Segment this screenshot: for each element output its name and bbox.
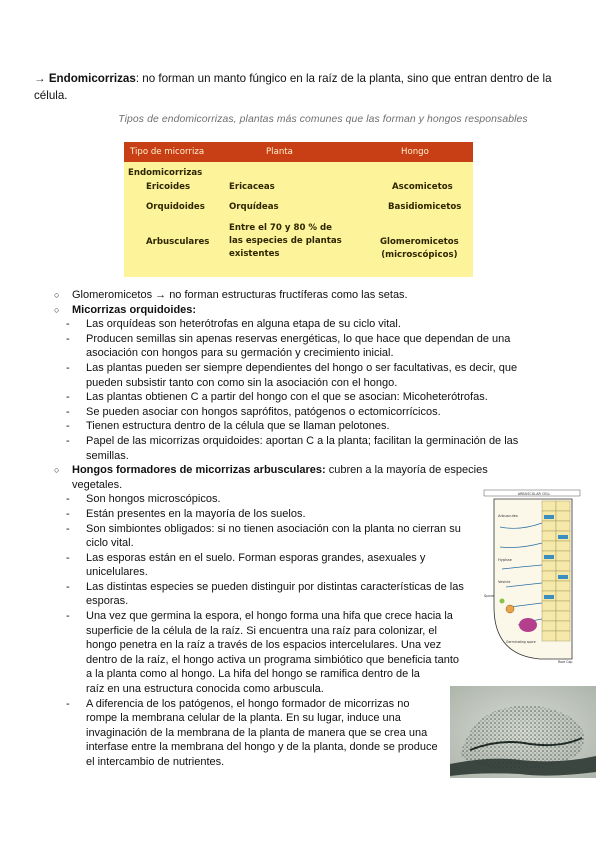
dash-bullet-icon: - (66, 551, 70, 564)
germinating-spore-label: Germinating spore (506, 640, 536, 644)
dash-bullet-icon: - (66, 361, 70, 374)
group-label: Endomicorrizas (128, 168, 203, 178)
endomicorrizas-table (124, 142, 473, 277)
section-intro-cont: vegetales. (72, 478, 123, 491)
plant-line: existentes (229, 249, 280, 259)
dash-item-line: Producen semillas sin apenas reservas energéticas, lo que hace que dependan de una (86, 332, 511, 345)
hyphae-label: Hyphae (498, 558, 512, 562)
dash-item-line: Las orquídeas son heterótrofas en alguna etapa de su ciclo vital. (86, 318, 401, 331)
circle-bullet-icon: ○ (54, 290, 60, 300)
dash-bullet-icon: - (66, 332, 70, 345)
dash-item (52, 405, 552, 420)
dash-bullet-icon: - (66, 434, 70, 447)
dash-item (52, 317, 552, 332)
dash-bullet-icon: - (66, 391, 70, 404)
dash-item-line: rompe la membrana celular de la planta. En su lugar, induce una (86, 712, 401, 725)
intro-text: : no forman un manto fúngico en la raíz de la planta, sino que entran dentro de la célula. (34, 72, 552, 102)
dash-bullet-icon: - (66, 420, 70, 433)
dash-item-line: interfase entre la membrana del hongo y de la planta, donde se produce (86, 741, 438, 754)
row-ericoides-fungus: Ascomicetos (392, 182, 453, 192)
bullet-glomeromicetos (52, 288, 552, 303)
table-header-row (124, 142, 473, 162)
row-orquidoides-plant: Orquídeas (229, 202, 279, 212)
row-arbusculares-plant (229, 222, 342, 261)
bullet-orquidoides (52, 303, 552, 318)
dash-bullet-icon: - (66, 318, 70, 331)
dash-item (52, 609, 552, 697)
row-arbusculares-fungus (380, 236, 459, 262)
root-colonization-diagram (480, 487, 584, 665)
dash-item-line: semillas. (86, 449, 129, 462)
dash-item-line: hongo penetra en la raíz a través de los espacios intercelulares. Una vez (86, 639, 442, 652)
dash-item-line: Se pueden asociar con hongos saprófitos, patógenos o ectomicorrícicos. (86, 405, 441, 418)
dash-item-line: Son simbiontes obligados: si no tienen asociación con la planta no cierran su (86, 522, 461, 535)
row-arbusculares-type: Arbusculares (146, 237, 210, 247)
dash-item-line: Papel de las micorrizas orquidoides: aportan C a la planta; facilitan la germinación de las (86, 434, 519, 447)
header-hongo: Hongo (401, 147, 429, 157)
dash-bullet-icon: - (66, 507, 70, 520)
dash-item-line: dentro de la raíz, el hongo activa un programa simbiótico que beneficia tanto (86, 653, 460, 666)
dash-bullet-icon: - (66, 610, 70, 623)
dash-item (52, 390, 552, 405)
arrow-glyph: → (34, 72, 49, 85)
dash-item-line: Las distintas especies se pueden distinguir por distintas características de las (86, 580, 464, 593)
orquidoides-sublist (52, 317, 552, 463)
endomicorrizas-term: Endomicorrizas (48, 72, 136, 85)
dash-item (52, 580, 552, 609)
dash-item-line: Las plantas pueden ser siempre dependientes del hongo o ser facultativas, es decir, que (86, 361, 518, 374)
dash-item (52, 522, 552, 551)
dash-item-line: Una vez que germina la espora, el hongo forma una hifa que crece hacia la (86, 610, 453, 623)
circle-bullet-icon: ○ (54, 465, 60, 476)
dash-item (52, 361, 552, 390)
dash-bullet-icon: - (66, 522, 70, 535)
dash-item-line: pueden subsistir tanto con como sin la asociación con el hongo. (86, 376, 398, 389)
dash-bullet-icon: - (66, 405, 70, 418)
plant-line: Entre el 70 y 80 % de (229, 223, 332, 233)
bullet-text: Glomeromicetos → no forman estructuras fructíferas como las setas. (72, 289, 408, 301)
arbuscule-micrograph (450, 686, 596, 778)
dash-item-line: Están presentes en la mayoría de los suelos. (86, 507, 306, 520)
dash-item-line: el intercambio de nutrientes. (86, 756, 225, 768)
dash-item-line: Las plantas obtienen C a partir del hongo con el que se asocian: Micoheterótrofas. (86, 391, 488, 404)
dash-item-line: esporas. (86, 595, 129, 608)
vesicle-label: Vesicle (498, 580, 511, 584)
arbuscules-label: Arbuscules (498, 514, 518, 518)
dash-bullet-icon: - (66, 697, 70, 710)
dash-item-line: ciclo vital. (86, 537, 134, 550)
dash-item-line: raíz en una estructura conocida como arbuscula. (86, 683, 324, 696)
figure-top-label: ARBUSCULAR CELL (517, 492, 551, 496)
header-planta: Planta (266, 147, 293, 157)
row-ericoides-type: Ericoides (146, 182, 191, 192)
bullet-arbusculares (52, 463, 552, 492)
section-title: Hongos formadores de micorrizas arbusculares: (72, 464, 326, 477)
row-orquidoides-fungus: Basidiomicetos (388, 202, 462, 212)
intro-paragraph (34, 70, 564, 104)
table-caption: Tipos de endomicorrizas, plantas más comunes que las forman y hongos responsables (118, 114, 528, 125)
root-cap-label: Root Cap (558, 660, 573, 664)
dash-bullet-icon: - (66, 580, 70, 593)
dash-item (52, 492, 552, 507)
fungus-line: Glomeromicetos (380, 237, 459, 247)
dash-item-line: unicelulares. (86, 566, 148, 579)
dash-bullet-icon: - (66, 493, 70, 506)
fungus-line: (microscópicos) (381, 250, 458, 260)
dash-item (52, 419, 552, 434)
row-ericoides-plant: Ericaceas (229, 182, 275, 192)
dash-item-line: a la planta como al hongo. La hifa del hongo se ramifica dentro de la (86, 668, 420, 681)
dash-item-line: asociación con hongos para su germación y crecimiento inicial. (86, 347, 394, 360)
header-tipo: Tipo de micorriza (130, 147, 205, 157)
row-orquidoides-type: Orquidoides (146, 202, 205, 212)
section-intro: cubren a la mayoría de especies (325, 464, 488, 477)
dash-item-line: Las esporas están en el suelo. Forman esporas grandes, asexuales y (86, 551, 426, 564)
dash-item-line: superficie de la célula de la raíz. Si encuentra una raíz para colonizar, el (86, 624, 437, 637)
section-title: Micorrizas orquidoides: (72, 303, 197, 316)
dash-item (52, 507, 552, 522)
dash-item-line: Son hongos microscópicos. (86, 493, 221, 506)
dash-item-line: Tienen estructura dentro de la célula que se llaman pelotones. (86, 420, 390, 433)
dash-item-line: A diferencia de los patógenos, el hongo formador de micorrizas no (86, 697, 410, 710)
dash-item (52, 332, 552, 361)
dash-item (52, 551, 552, 580)
dash-item-line: invaginación de la membrana de la planta de manera que se crea una (86, 726, 428, 739)
dash-item (52, 434, 552, 463)
circle-bullet-icon: ○ (54, 304, 60, 315)
spore-label: Spore (484, 594, 495, 598)
plant-line: las especies de plantas (229, 236, 342, 246)
